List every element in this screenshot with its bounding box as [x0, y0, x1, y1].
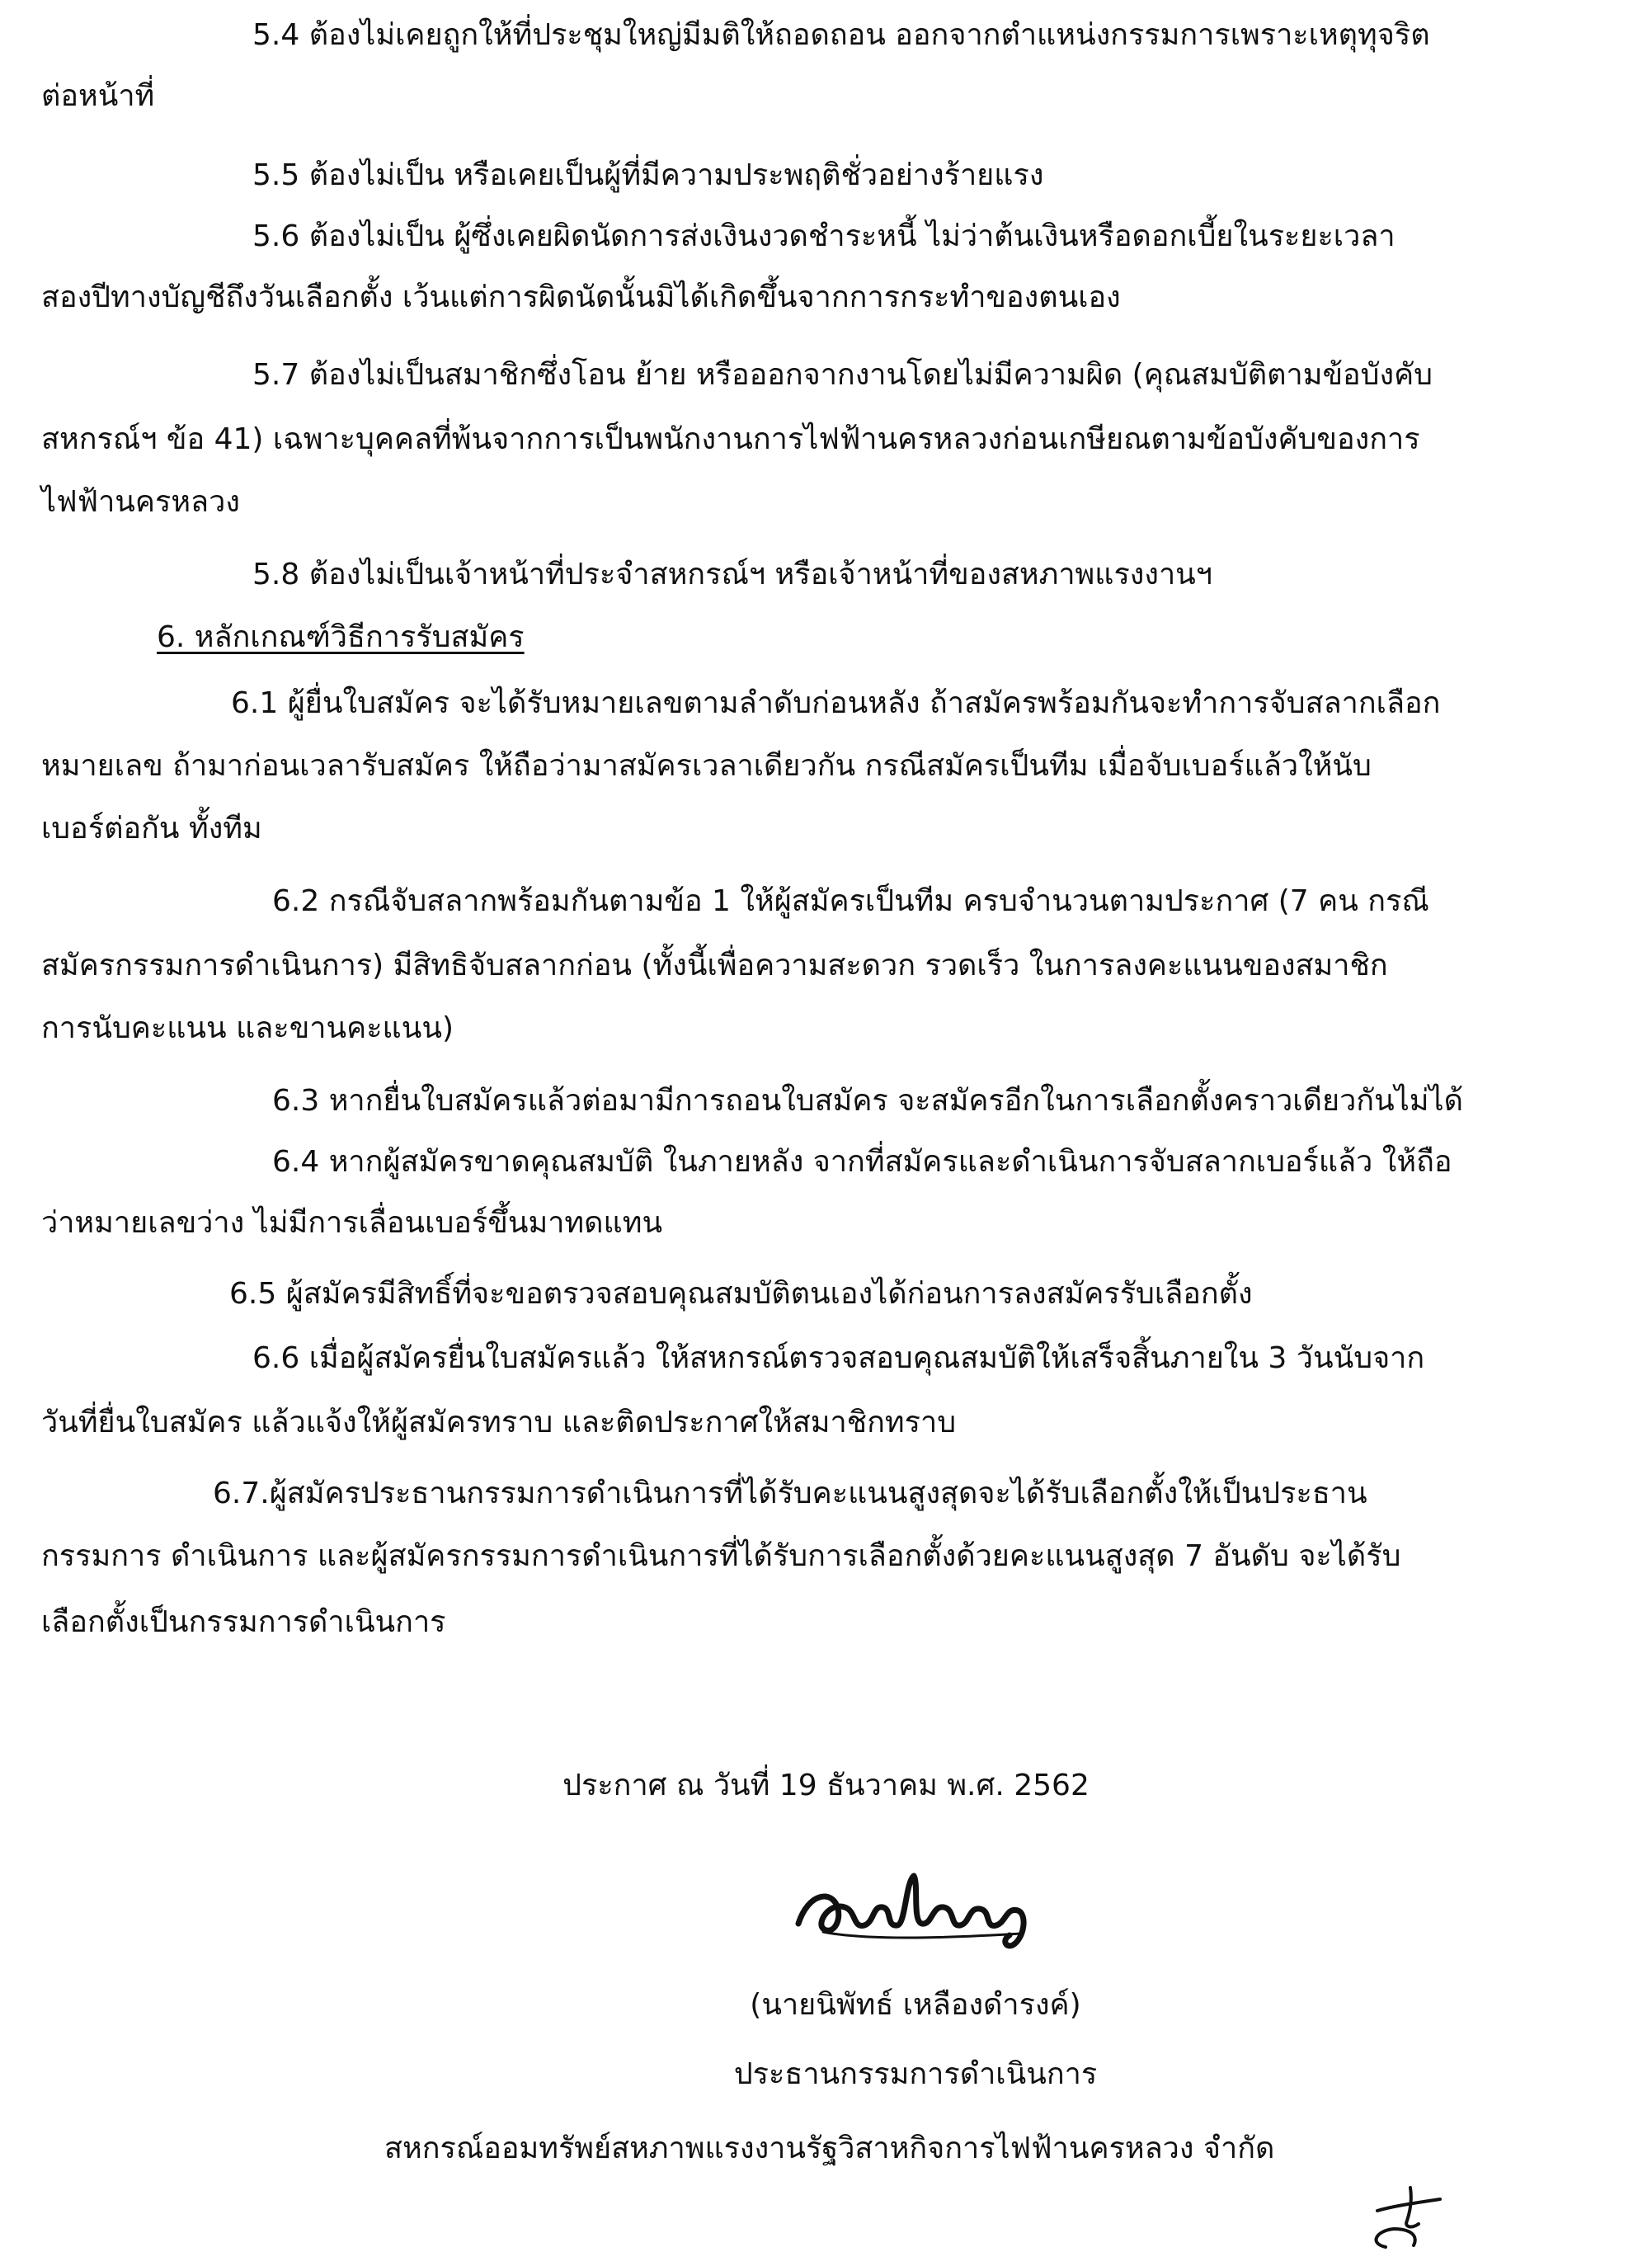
paragraph-line: สหกรณ์ฯ ข้อ 41) เฉพาะบุคคลที่พ้นจากการเป็นพนักงานการไฟฟ้านครหลวงก่อนเกษียณตามข้อบังคับของการ [41, 422, 1420, 456]
paragraph-line: สองปีทางบัญชีถึงวันเลือกตั้ง เว้นแต่การผิดนัดนั้นมิได้เกิดขึ้นจากการกระทำของตนเอง [41, 280, 1121, 314]
paragraph-line: 6.5 ผู้สมัครมีสิทธิ์ที่จะขอตรวจสอบคุณสมบัติตนเองได้ก่อนการลงสมัครรับเลือกตั้ง [229, 1277, 1253, 1311]
paragraph-line: 6.7.ผู้สมัครประธานกรรมการดำเนินการที่ได้รับคะแนนสูงสุดจะได้รับเลือกตั้งให้เป็นประธาน [213, 1477, 1367, 1510]
paragraph-line: 5.5 ต้องไม่เป็น หรือเคยเป็นผู้ที่มีความประพฤติชั่วอย่างร้ายแรง [252, 158, 1044, 192]
paragraph-line: สมัครกรรมการดำเนินการ) มีสิทธิจับสลากก่อน (ทั้งนี้เพื่อความสะดวก รวดเร็ว ในการลงคะแนนของสมาชิก [41, 949, 1388, 982]
paragraph-line: วันที่ยื่นใบสมัคร แล้วแจ้งให้ผู้สมัครทราบ และติดประกาศให้สมาชิกทราบ [41, 1406, 957, 1439]
paragraph-line: เบอร์ต่อกัน ทั้งทีม [41, 812, 262, 846]
paragraph-line: การนับคะแนน และขานคะแนน) [41, 1011, 454, 1045]
signer-name: (นายนิพัทธ์ เหลืองดำรงค์) [750, 1988, 1081, 2022]
handwritten-signature [790, 1859, 1046, 1958]
paragraph-line: กรรมการ ดำเนินการ และผู้สมัครกรรมการดำเนินการที่ได้รับการเลือกตั้งด้วยคะแนนสูงสุด 7 อันดับ จะได้รับ [41, 1539, 1401, 1573]
paragraph-line: เลือกตั้งเป็นกรรมการดำเนินการ [41, 1605, 446, 1639]
paragraph-line: ต่อหน้าที่ [41, 79, 155, 113]
paragraph-line: 6.2 กรณีจับสลากพร้อมกันตามข้อ 1 ให้ผู้สมัครเป็นทีม ครบจำนวนตามประกาศ (7 คน กรณี [272, 884, 1429, 918]
paragraph-line: 5.6 ต้องไม่เป็น ผู้ซึ่งเคยผิดนัดการส่งเงินงวดชำระหนี้ ไม่ว่าต้นเงินหรือดอกเบี้ยในระยะเวลา [252, 219, 1395, 253]
section-heading: 6. หลักเกณฑ์วิธีการรับสมัคร [157, 620, 525, 654]
announcement-date: ประกาศ ณ วันที่ 19 ธันวาคม พ.ศ. 2562 [562, 1769, 1090, 1802]
paragraph-line: ไฟฟ้านครหลวง [41, 485, 240, 519]
paragraph-line: 6.4 หากผู้สมัครขาดคุณสมบัติ ในภายหลัง จากที่สมัครและดำเนินการจับสลากเบอร์แล้ว ให้ถือ [272, 1145, 1452, 1179]
paragraph-line: 6.3 หากยื่นใบสมัครแล้วต่อมามีการถอนใบสมัคร จะสมัครอีกในการเลือกตั้งคราวเดียวกันไม่ได้ [272, 1084, 1464, 1118]
signer-title: ประธานกรรมการดำเนินการ [733, 2057, 1098, 2091]
organization-name: สหกรณ์ออมทรัพย์สหภาพแรงงานรัฐวิสาหกิจการไฟฟ้านครหลวง จำกัด [384, 2132, 1275, 2165]
paragraph-line: หมายเลข ถ้ามาก่อนเวลารับสมัคร ให้ถือว่ามาสมัครเวลาเดียวกัน กรณีสมัครเป็นทีม เมื่อจับเบอร์แล้วให้นับ [41, 749, 1372, 783]
paragraph-line: 6.6 เมื่อผู้สมัครยื่นใบสมัครแล้ว ให้สหกรณ์ตรวจสอบคุณสมบัติให้เสร็จสิ้นภายใน 3 วันนับจาก [252, 1341, 1425, 1375]
paragraph-line: ว่าหมายเลขว่าง ไม่มีการเลื่อนเบอร์ขึ้นมาทดแทน [41, 1206, 663, 1240]
handwritten-flourish [1361, 2178, 1460, 2260]
paragraph-line: 5.4 ต้องไม่เคยถูกให้ที่ประชุมใหญ่มีมติให้ถอดถอน ออกจากตำแหน่งกรรมการเพราะเหตุทุจริต [252, 18, 1430, 52]
paragraph-line: 5.7 ต้องไม่เป็นสมาชิกซึ่งโอน ย้าย หรือออกจากงานโดยไม่มีความผิด (คุณสมบัติตามข้อบังคับ [252, 358, 1433, 392]
paragraph-line: 5.8 ต้องไม่เป็นเจ้าหน้าที่ประจำสหกรณ์ฯ หรือเจ้าหน้าที่ของสหภาพแรงงานฯ [252, 558, 1213, 591]
paragraph-line: 6.1 ผู้ยื่นใบสมัคร จะได้รับหมายเลขตามลำดับก่อนหลัง ถ้าสมัครพร้อมกันจะทำการจับสลากเลือก [231, 686, 1441, 720]
